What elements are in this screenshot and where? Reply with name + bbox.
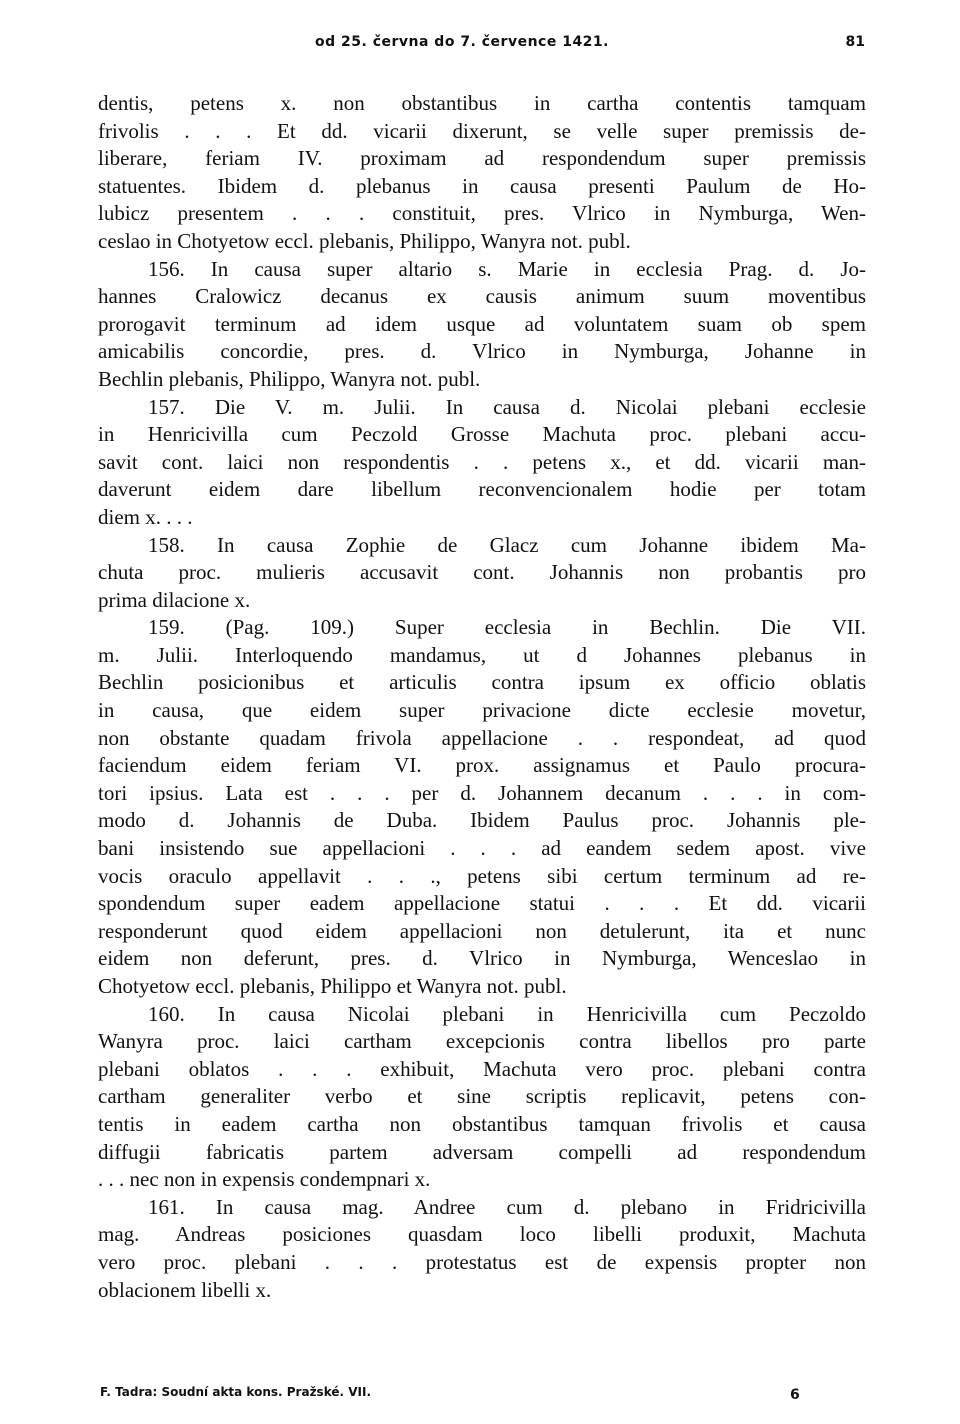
text-line: chuta proc. mulieris accusavit cont. Johannis non probantis pro: [98, 560, 866, 585]
text-line: . . . nec non in expensis condempnari x.: [98, 1167, 431, 1192]
text-line: prorogavit terminum ad idem usque ad voluntatem suam ob spem: [98, 311, 866, 336]
page-footer: [100, 1385, 800, 1409]
text-line: ceslao in Chotyetow eccl. plebanis, Philippo, Wanyra not. publ.: [98, 228, 631, 253]
text-line: tori ipsius. Lata est . . . per d. Johannem decanum . . . in com-: [98, 780, 866, 805]
text-line: daverunt eidem dare libellum reconvencionalem hodie per totam: [98, 477, 866, 502]
text-line: 158. In causa Zophie de Glacz cum Johanne ibidem Ma-: [148, 532, 866, 557]
text-line: faciendum eidem feriam VI. prox. assignamus et Paulo procura-: [98, 753, 866, 778]
text-line: diffugii fabricatis partem adversam compelli ad respondendum: [98, 1139, 866, 1164]
text-line: in causa, que eidem super privacione dicte ecclesie movetur,: [98, 698, 866, 723]
text-line: vero proc. plebani . . . protestatus est de expensis propter non: [98, 1249, 866, 1274]
text-line: in Henricivilla cum Peczold Grosse Machuta proc. plebani accu-: [98, 422, 866, 447]
text-line: frivolis . . . Et dd. vicarii dixerunt, se velle super premissis de-: [98, 118, 866, 143]
text-line: hannes Cralowicz decanus ex causis animum suum moventibus: [98, 284, 866, 309]
text-line: dentis, petens x. non obstantibus in cartha contentis tamquam: [98, 91, 866, 115]
text-line: spondendum super eadem appellacione statui . . . Et dd. vicarii: [98, 891, 866, 916]
text-line: 161. In causa mag. Andree cum d. plebano in Fridricivilla: [148, 1194, 866, 1219]
text-line: prima dilacione x.: [98, 587, 251, 612]
text-line: 157. Die V. m. Julii. In causa d. Nicolai plebani ecclesie: [148, 394, 866, 419]
text-line: responderunt quod eidem appellacioni non detulerunt, ita et nunc: [98, 918, 866, 943]
text-line: diem x. . . .: [98, 504, 193, 529]
text-line: lubicz presentem . . . constituit, pres. Vlrico in Nymburga, Wen-: [98, 201, 866, 226]
text-line: vocis oraculo appellavit . . ., petens sibi certum terminum ad re-: [98, 863, 866, 888]
text-line: Bechlin plebanis, Philippo, Wanyra not. publ.: [98, 366, 481, 391]
page-number: 81: [845, 34, 865, 50]
text-line: statuentes. Ibidem d. plebanus in causa presenti Paulum de Ho-: [98, 173, 866, 198]
text-line: Bechlin posicionibus et articulis contra ipsum ex officio oblatis: [98, 670, 866, 695]
footer-reference: F. Tadra: Soudní akta kons. Pražské. VII.: [100, 1385, 372, 1399]
text-line: amicabilis concordie, pres. d. Vlrico in Nymburga, Johanne in: [98, 339, 866, 364]
text-line: liberare, feriam IV. proximam ad respondendum super premissis: [98, 146, 866, 171]
text-line: 156. In causa super altario s. Marie in ecclesia Prag. d. Jo-: [148, 256, 866, 281]
text-line: Chotyetow eccl. plebanis, Philippo et Wanyra not. publ.: [98, 974, 567, 998]
text-line: tentis in eadem cartha non obstantibus tamquan frivolis et causa: [98, 1111, 866, 1136]
body-text: [98, 90, 866, 1304]
text-line: modo d. Johannis de Duba. Ibidem Paulus proc. Johannis ple-: [98, 808, 866, 833]
header-title: od 25. června do 7. července 1421.: [315, 34, 609, 50]
text-line: savit cont. laici non respondentis . . petens x., et dd. vicarii man-: [98, 449, 866, 474]
text-line: cartham generaliter verbo et sine scriptis replicavit, petens con-: [98, 1084, 866, 1109]
text-line: 159. (Pag. 109.) Super ecclesia in Bechlin. Die VII.: [148, 615, 866, 640]
text-line: m. Julii. Interloquendo mandamus, ut d Johannes plebanus in: [98, 642, 866, 667]
text-line: plebani oblatos . . . exhibuit, Machuta vero proc. plebani contra: [98, 1056, 866, 1081]
text-line: non obstante quadam frivola appellacione . . respondeat, ad quod: [98, 725, 866, 750]
running-header: [100, 34, 865, 64]
text-line: mag. Andreas posiciones quasdam loco libelli produxit, Machuta: [98, 1222, 866, 1247]
text-line: oblacionem libelli x.: [98, 1277, 272, 1302]
text-line: eidem non deferunt, pres. d. Vlrico in Nymburga, Wenceslao in: [98, 946, 866, 971]
text-line: 160. In causa Nicolai plebani in Henricivilla cum Peczoldo: [148, 1001, 866, 1026]
text-line: Wanyra proc. laici cartham excepcionis contra libellos pro parte: [98, 1029, 866, 1054]
text-line: bani insistendo sue appellacioni . . . ad eandem sedem apost. vive: [98, 836, 866, 861]
signature-mark: 6: [790, 1387, 800, 1403]
